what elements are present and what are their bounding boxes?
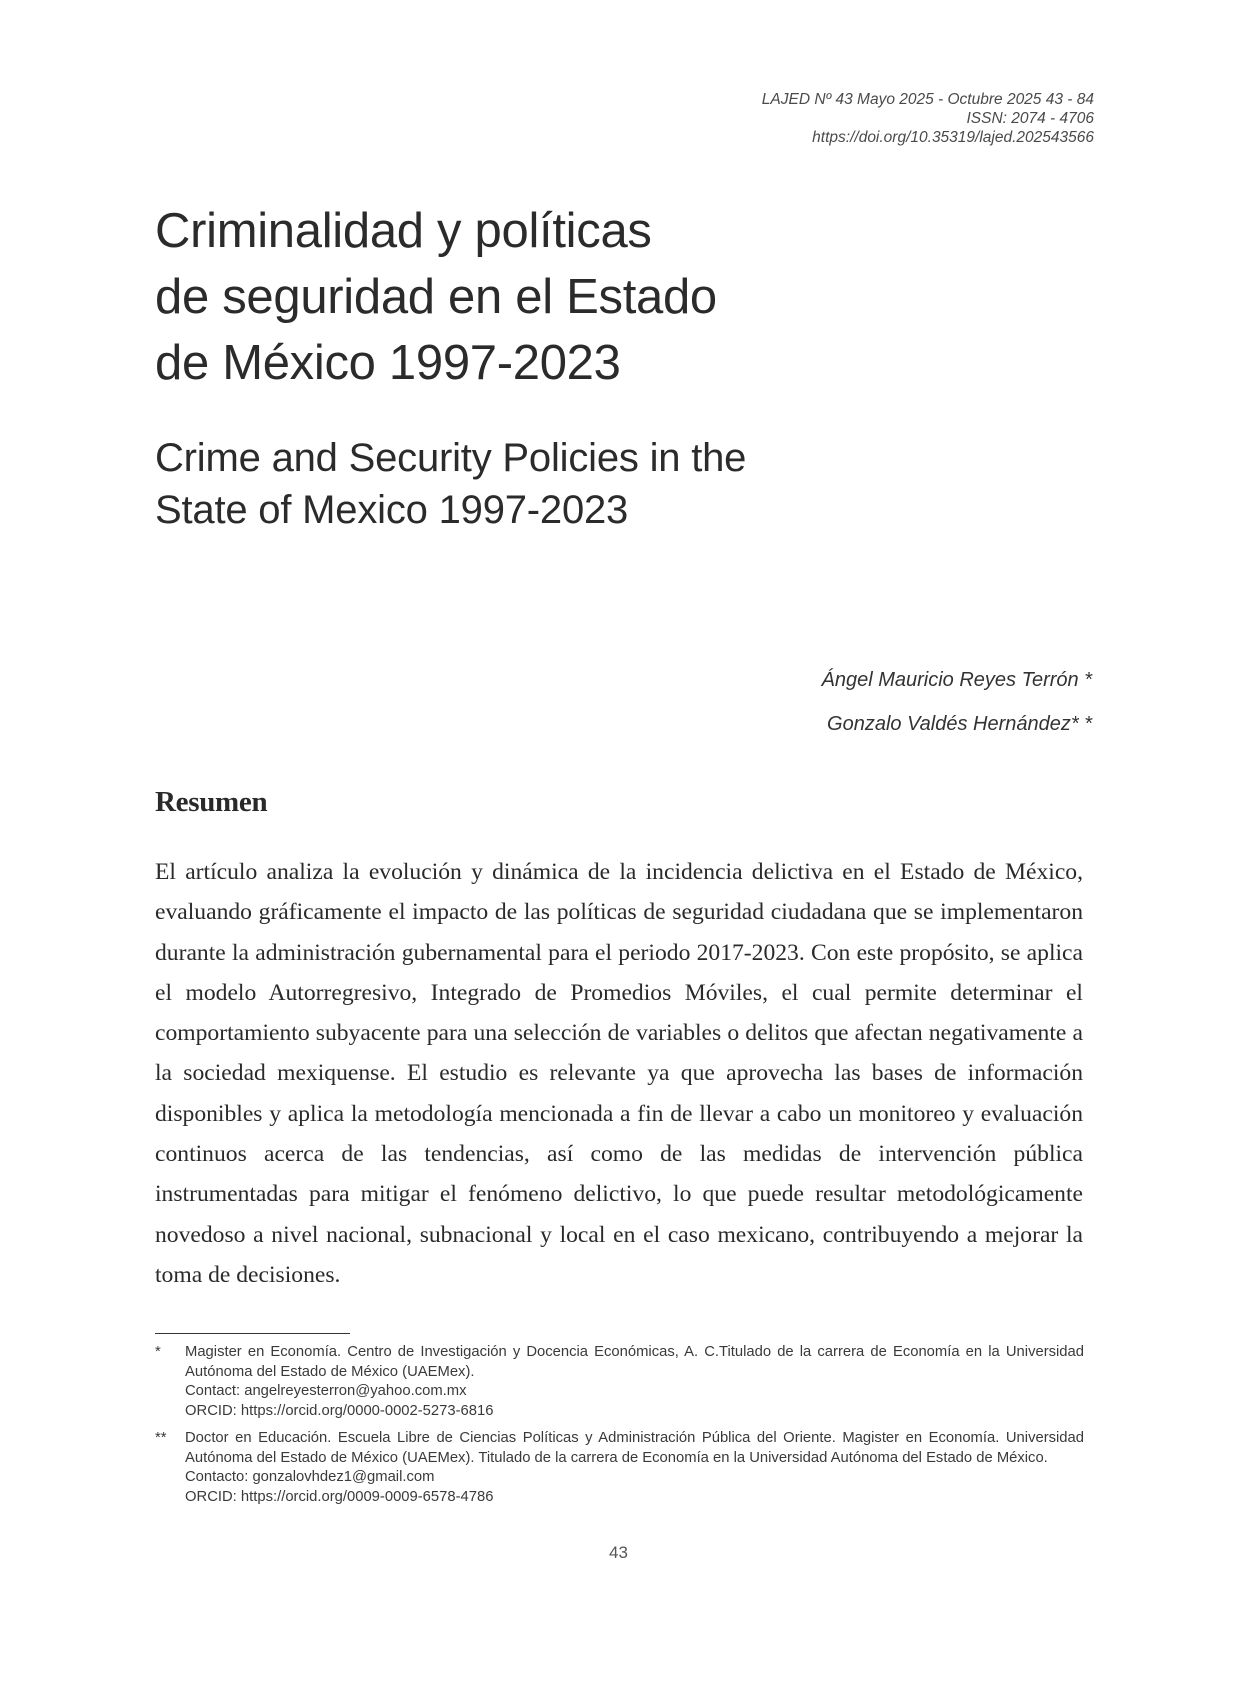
footnote-2 [155, 1429, 1084, 1507]
footnote-contact: Contacto: gonzalovhdez1@gmail.com [185, 1469, 435, 1485]
footnote-orcid[interactable]: ORCID: https://orcid.org/0009-0009-6578-4786 [185, 1488, 494, 1505]
authors [822, 658, 1093, 746]
title-english-line: Crime and Security Policies in the [155, 436, 747, 480]
journal-line: LAJED Nº 43 Mayo 2025 - Octubre 2025 43 - 84 [761, 91, 1094, 108]
footnote-orcid[interactable]: ORCID: https://orcid.org/0000-0002-5273-6816 [185, 1402, 494, 1419]
footnote-contact: Contact: angelreyesterron@yahoo.com.mx [185, 1383, 467, 1399]
abstract-heading: Resumen [155, 786, 268, 818]
journal-header [762, 90, 1094, 147]
footnote-affiliation: Magister en Economía. Centro de Investigación y Docencia Económicas, A. C.Titulado de la carrera de Economía en la Universidad Autónoma del Estado de México (UAEMex). [185, 1344, 1084, 1380]
abstract-text: El artículo analiza la evolución y dinámica de la incidencia delictiva en el Estado de México, evaluando gráficamente el impacto de las políticas de seguridad ciudadana que se implementaron durante la administración gubernamental para el periodo 2017-2023. Con este propósito, se aplica el modelo Autorregresivo, Integrado de Promedios Móviles, el cual permite determinar el comportamiento subyacente para una selección de variables o delitos que afectan negativamente a la sociedad mexiquense. El estudio es relevante ya que aprovecha las bases de información disponibles y aplica la metodología mencionada a fin de llevar a cabo un monitoreo y evaluación continuos acerca de las tendencias, así como de las medidas de intervención pública instrumentadas para mitigar el fenómeno delictivo, lo que puede resultar metodológicamente novedoso a nivel nacional, subnacional y local en el caso mexicano, contribuyendo a mejorar la toma de decisiones. [155, 859, 1083, 1288]
footnote-mark: ** [155, 1430, 167, 1446]
page-number: 43 [609, 1543, 628, 1562]
title-spanish-line: de México 1997-2023 [155, 336, 621, 390]
footnote-mark: * [155, 1344, 161, 1360]
footnotes [155, 1343, 1084, 1515]
author-1: Ángel Mauricio Reyes Terrón * [821, 669, 1092, 691]
footnote-1 [155, 1343, 1084, 1421]
doi-link[interactable]: https://doi.org/10.35319/lajed.202543566 [812, 129, 1094, 146]
footnote-affiliation: Doctor en Educación. Escuela Libre de Ciencias Políticas y Administración Pública del Oriente. Magister en Economía. Universidad Autónoma del Estado de México (UAEMex). Titulado de la carrera de Economía en la Universidad Autónoma del Estado de México. [185, 1430, 1084, 1466]
author-2: Gonzalo Valdés Hernández* * [827, 713, 1092, 735]
title-spanish-line: de seguridad en el Estado [155, 270, 717, 324]
issn: ISSN: 2074 - 4706 [966, 110, 1094, 127]
title-english [155, 432, 955, 536]
footnote-divider [155, 1333, 350, 1334]
title-english-line: State of Mexico 1997-2023 [155, 488, 629, 532]
title-spanish-line: Criminalidad y políticas [155, 204, 652, 258]
title-spanish [155, 198, 955, 396]
